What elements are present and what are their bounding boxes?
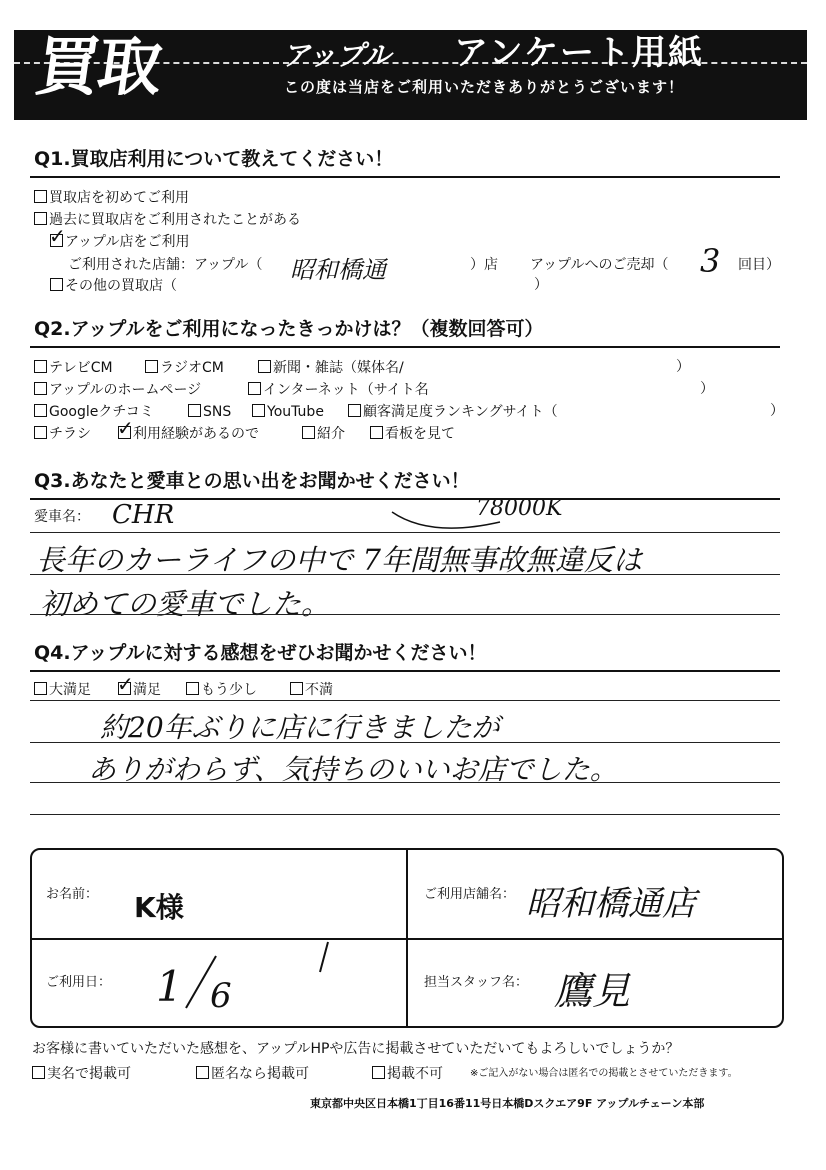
- q1-times-label: アップルへのご売却（: [530, 257, 669, 273]
- q4-heading: Q4.アップルに対する感想をぜひお聞かせください！: [34, 642, 487, 664]
- staff-label: 担当スタッフ名：: [424, 975, 529, 990]
- q4-answer-line-1[interactable]: 約20年ぶりに店に行きましたが: [100, 711, 500, 744]
- store-value[interactable]: 昭和橋通店: [526, 884, 696, 924]
- q2-magazine-close: ）: [676, 359, 690, 375]
- kaitori-logo: 買取: [30, 31, 166, 105]
- checkbox[interactable]: [248, 382, 261, 395]
- q2-heading: Q2.アップルをご利用になったきっかけは？（複数回答可）: [34, 318, 544, 340]
- q1-store-suffix: ）店: [470, 257, 498, 273]
- q3-car-value[interactable]: CHR: [112, 500, 175, 530]
- q3-line-1: [30, 532, 780, 533]
- q1-option-apple[interactable]: ✓アップル店をご利用: [50, 234, 189, 249]
- apple-brand-logo: アップル: [282, 39, 391, 72]
- q2-option-tvcm[interactable]: テレビCM: [34, 360, 113, 375]
- q1-times-value[interactable]: 3: [700, 242, 721, 280]
- checkbox[interactable]: [34, 382, 47, 395]
- q1-option-other[interactable]: その他の買取店（: [50, 278, 177, 293]
- q4-option-very-satisfied[interactable]: 大満足: [34, 682, 91, 697]
- store-label: ご利用店舗名：: [424, 887, 516, 902]
- q4-answer-line-2[interactable]: ありがわらず、気持ちのいいお店でした。: [88, 753, 618, 786]
- q2-option-magazine[interactable]: 新聞・雑誌（媒体名/: [258, 360, 404, 375]
- checkbox[interactable]: [258, 360, 271, 373]
- name-label: お名前：: [46, 887, 99, 902]
- q2-option-ranking[interactable]: 顧客満足度ランキングサイト（: [348, 404, 558, 419]
- checkbox[interactable]: [252, 404, 265, 417]
- q3-mileage[interactable]: 78000K: [476, 496, 563, 521]
- q3-answer-line-1[interactable]: 長年のカーライフの中で 7年間無事故無違反は: [36, 543, 642, 577]
- checkbox[interactable]: [302, 426, 315, 439]
- q2-option-referral[interactable]: 紹介: [302, 426, 345, 441]
- checkbox[interactable]: [34, 190, 47, 203]
- checkbox[interactable]: [34, 404, 47, 417]
- checkbox-checked[interactable]: [50, 234, 63, 247]
- q3-car-label: 愛車名：: [34, 509, 90, 525]
- q1-store-label: ご利用された店舗：アップル（: [68, 257, 263, 273]
- q3-line-3: [30, 614, 780, 615]
- q4-option-so-so[interactable]: もう少し: [186, 682, 257, 697]
- checkbox[interactable]: [34, 426, 47, 439]
- q1-store-value[interactable]: 昭和橋通: [290, 256, 386, 284]
- q1-option-used-before[interactable]: 過去に買取店をご利用されたことがある: [34, 212, 301, 227]
- option-no-publish[interactable]: 掲載不可: [372, 1066, 443, 1081]
- q2-option-youtube[interactable]: YouTube: [252, 404, 324, 419]
- checkbox[interactable]: [34, 360, 47, 373]
- checkbox[interactable]: [196, 1066, 209, 1079]
- q2-option-radiocm[interactable]: ラジオCM: [145, 360, 224, 375]
- thanks-message: この度は当店をご利用いただきありがとうございます！: [284, 78, 685, 96]
- q4-divider: [30, 670, 780, 672]
- q1-other-close: ）: [534, 277, 548, 293]
- hq-address: 東京都中央区日本橋1丁目16番11号日本橋Dスクエア9F アップルチェーン本部: [310, 1097, 705, 1110]
- checkbox-checked[interactable]: [118, 426, 131, 439]
- checkbox[interactable]: [34, 212, 47, 225]
- checkbox-checked[interactable]: [118, 682, 131, 695]
- q4-option-dissatisfied[interactable]: 不満: [290, 682, 333, 697]
- q4-line-2: [30, 742, 780, 743]
- q2-option-flyer[interactable]: チラシ: [34, 426, 91, 441]
- checkbox[interactable]: [372, 1066, 385, 1079]
- q1-divider: [30, 176, 780, 178]
- date-tick-icon: [316, 940, 332, 974]
- checkbox[interactable]: [370, 426, 383, 439]
- q3-answer-line-2[interactable]: 初めての愛車でした。: [40, 587, 331, 621]
- date-day[interactable]: 6: [210, 976, 232, 1016]
- q2-option-google[interactable]: Googleクチコミ: [34, 404, 154, 419]
- name-value[interactable]: K様: [134, 891, 184, 924]
- q2-option-sns[interactable]: SNS: [188, 404, 231, 419]
- q3-heading: Q3.あなたと愛車との思い出をお聞かせください！: [34, 470, 470, 492]
- checkbox[interactable]: [188, 404, 201, 417]
- staff-value[interactable]: 鷹見: [554, 969, 631, 1013]
- q2-option-signboard[interactable]: 看板を見て: [370, 426, 455, 441]
- q3-line-2: [30, 574, 780, 575]
- q4-line-4: [30, 814, 780, 815]
- survey-title: アンケート用紙: [454, 33, 704, 73]
- q1-heading: Q1.買取店利用について教えてください！: [34, 148, 394, 170]
- checkbox[interactable]: [290, 682, 303, 695]
- q4-line-1: [30, 700, 780, 701]
- checkbox[interactable]: [145, 360, 158, 373]
- customer-info-table: [30, 848, 784, 1028]
- checkbox[interactable]: [186, 682, 199, 695]
- header-banner: [14, 30, 807, 120]
- checkbox[interactable]: [32, 1066, 45, 1079]
- q1-times-suffix: 回目）: [738, 257, 780, 273]
- q2-ranking-close: ）: [770, 403, 784, 419]
- q4-option-satisfied[interactable]: ✓ 満足: [118, 682, 161, 697]
- option-anonymous[interactable]: 匿名なら掲載可: [196, 1066, 309, 1081]
- q2-option-internet[interactable]: インターネット（サイト名: [248, 382, 429, 397]
- publish-note: ※ご記入がない場合は匿名での掲載とさせていただきます。: [470, 1068, 738, 1079]
- table-horizontal-divider: [32, 938, 782, 940]
- checkbox[interactable]: [50, 278, 63, 291]
- q2-option-homepage[interactable]: アップルのホームページ: [34, 382, 201, 397]
- q2-internet-close: ）: [700, 381, 714, 397]
- date-label: ご利用日：: [46, 975, 112, 990]
- date-month[interactable]: 1: [156, 962, 183, 1011]
- q2-option-experience[interactable]: ✓ 利用経験があるので: [118, 426, 259, 441]
- mileage-arrow-icon: [390, 508, 510, 538]
- q2-divider: [30, 346, 780, 348]
- q4-line-3: [30, 782, 780, 783]
- checkbox[interactable]: [34, 682, 47, 695]
- checkbox[interactable]: [348, 404, 361, 417]
- publish-question: お客様に書いていただいた感想を、アップルHPや広告に掲載させていただいてもよろしいでしょうか？: [32, 1041, 680, 1057]
- option-real-name[interactable]: 実名で掲載可: [32, 1066, 131, 1081]
- q1-option-first-time[interactable]: 買取店を初めてご利用: [34, 190, 189, 205]
